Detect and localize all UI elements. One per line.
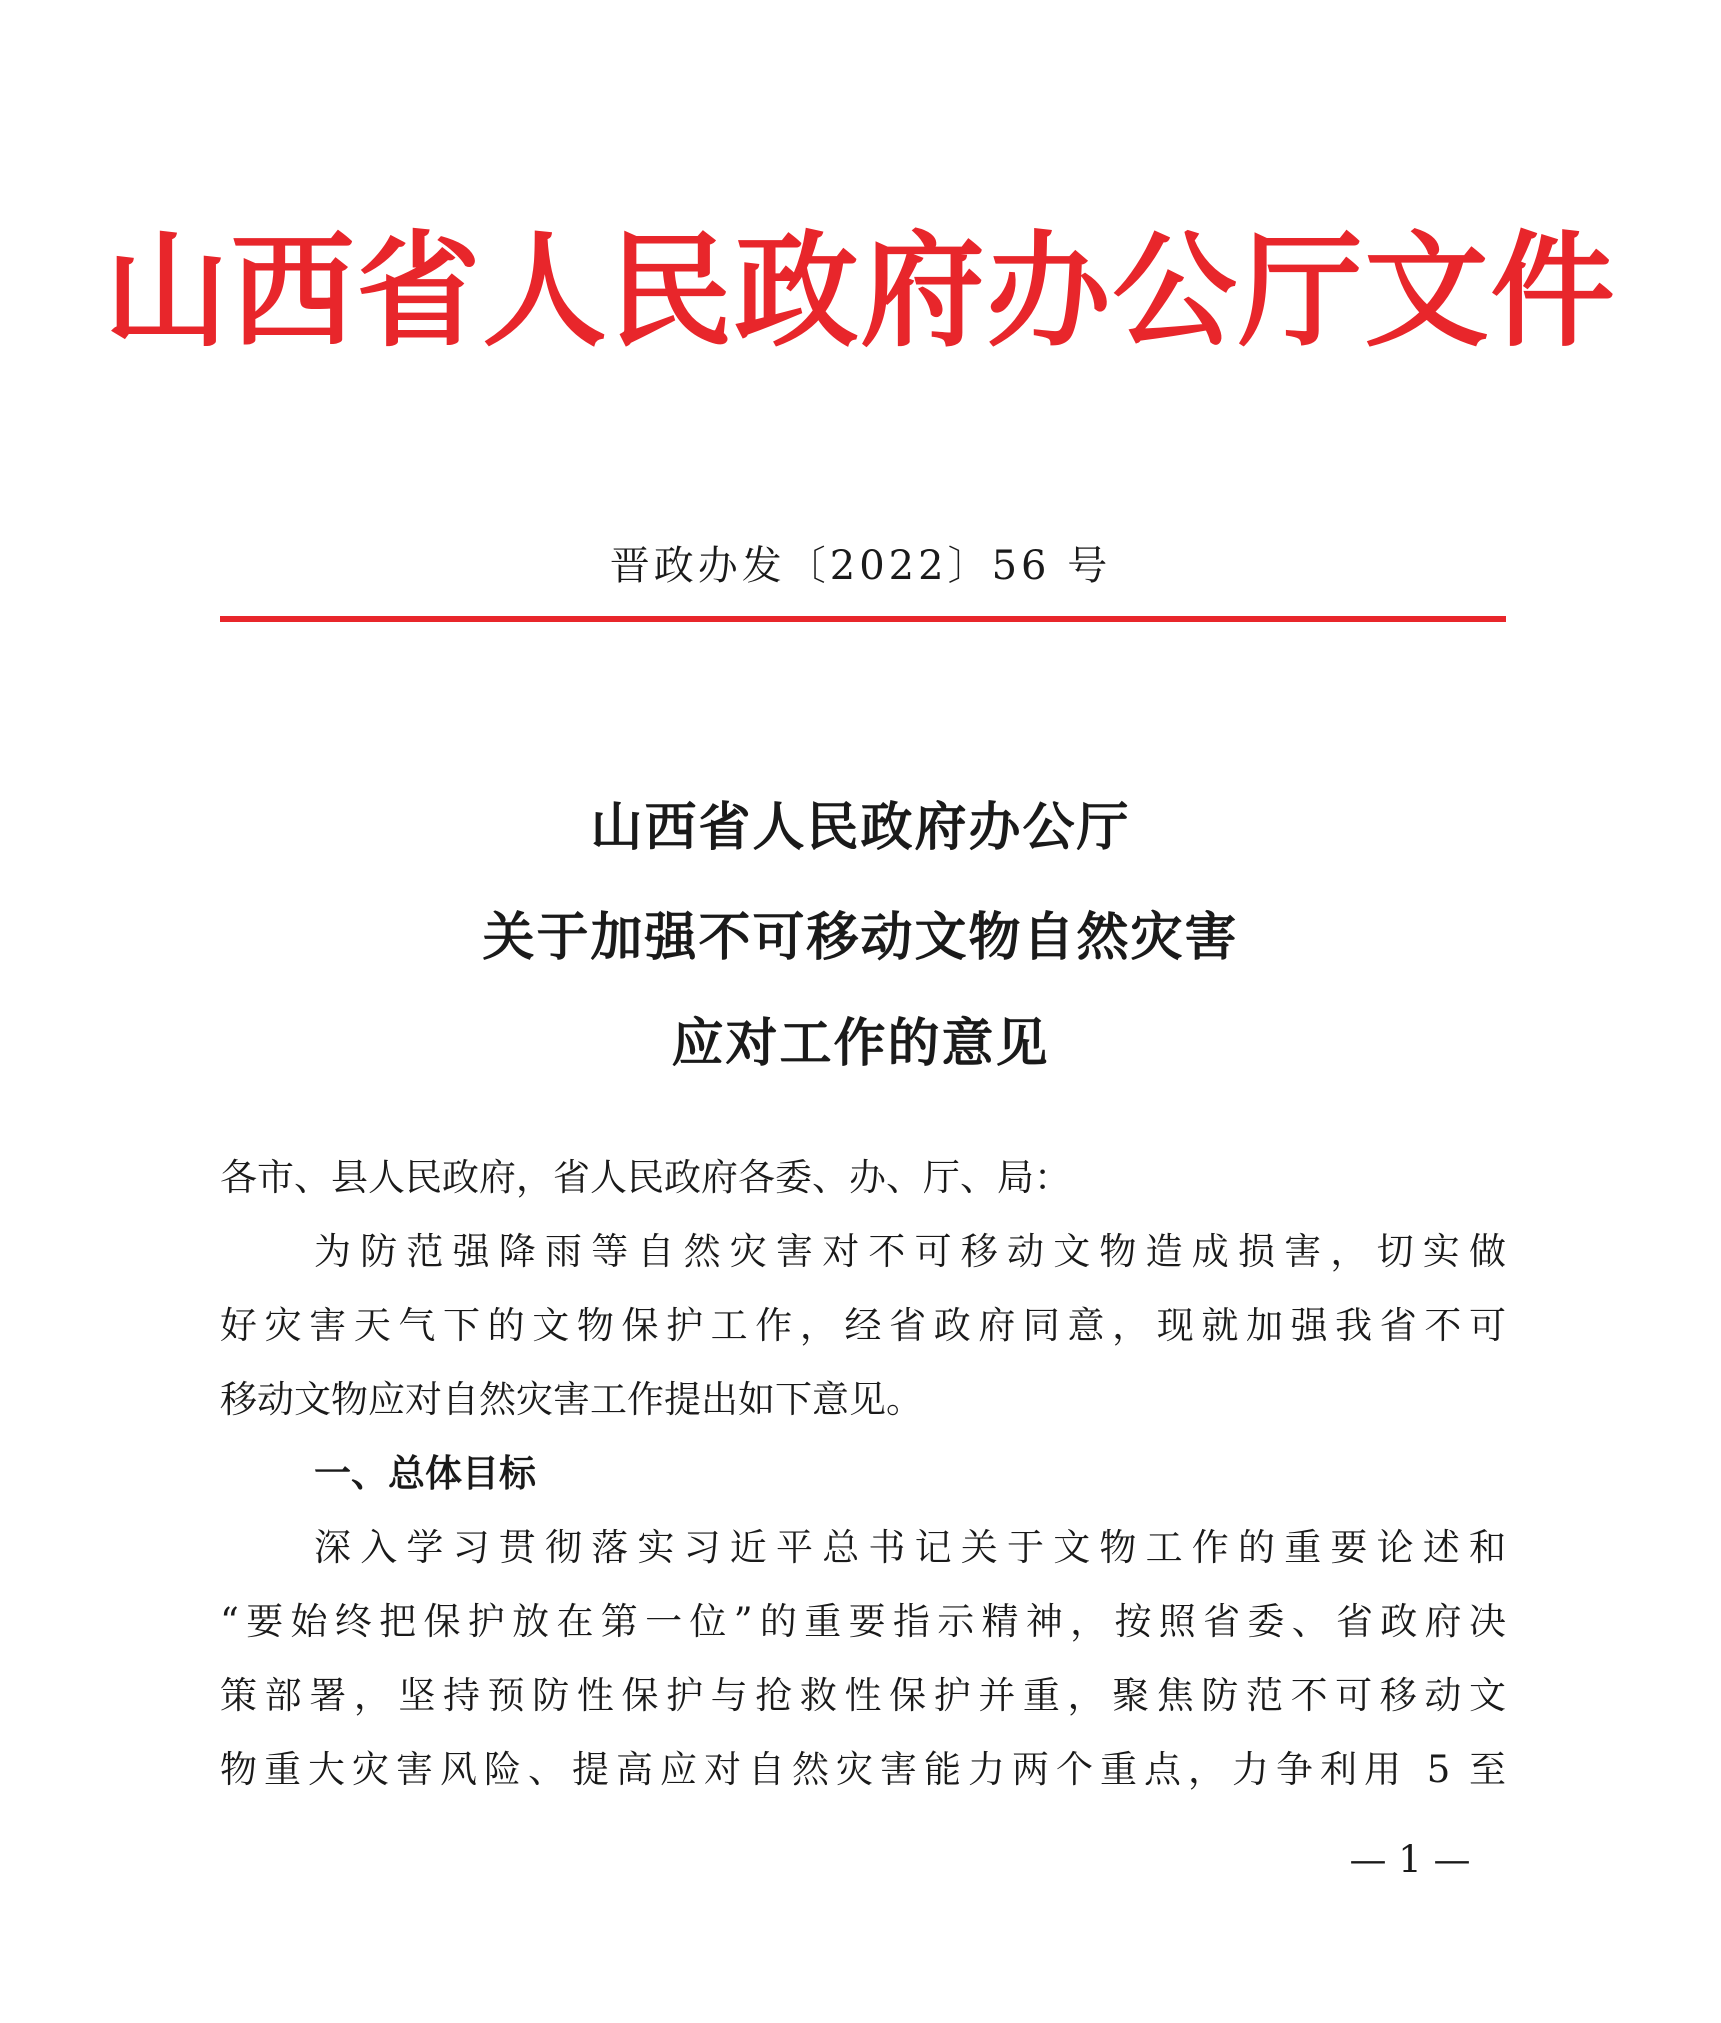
intro-paragraph-line-2: 好灾害天气下的文物保护工作，经省政府同意，现就加强我省不可 [220, 1304, 1506, 1347]
document-title-line-2: 关于加强不可移动文物自然灾害 [482, 907, 1239, 968]
section1-paragraph-line-4: 物重大灾害风险、提高应对自然灾害能力两个重点，力争利用 5 至 [220, 1748, 1506, 1791]
document-title-line-3: 应对工作的意见 [671, 1013, 1050, 1074]
masthead-title: 山西省人民政府办公厅文件 [104, 219, 1617, 364]
section1-paragraph-line-3: 策部署，坚持预防性保护与抢救性保护并重，聚焦防范不可移动文 [220, 1674, 1506, 1717]
intro-paragraph-line-3: 移动文物应对自然灾害工作提出如下意见。 [220, 1378, 923, 1421]
document-title-line-1: 山西省人民政府办公厅 [590, 797, 1131, 858]
section-heading-overall-goals: 一、总体目标 [314, 1452, 536, 1495]
document-number: 晋政办发〔2022〕56 号 [609, 543, 1112, 589]
section1-paragraph-line-1: 深入学习贯彻落实习近平总书记关于文物工作的重要论述和 [314, 1526, 1506, 1569]
section1-paragraph-line-2: “要始终把保护放在第一位”的重要指示精神，按照省委、省政府决 [220, 1600, 1506, 1643]
page-number: — 1 — [1349, 1838, 1471, 1881]
intro-paragraph-line-1: 为防范强降雨等自然灾害对不可移动文物造成损害，切实做 [314, 1230, 1506, 1273]
red-separator-rule [220, 616, 1506, 622]
addressee-line: 各市、县人民政府，省人民政府各委、办、厅、局： [220, 1156, 1071, 1199]
